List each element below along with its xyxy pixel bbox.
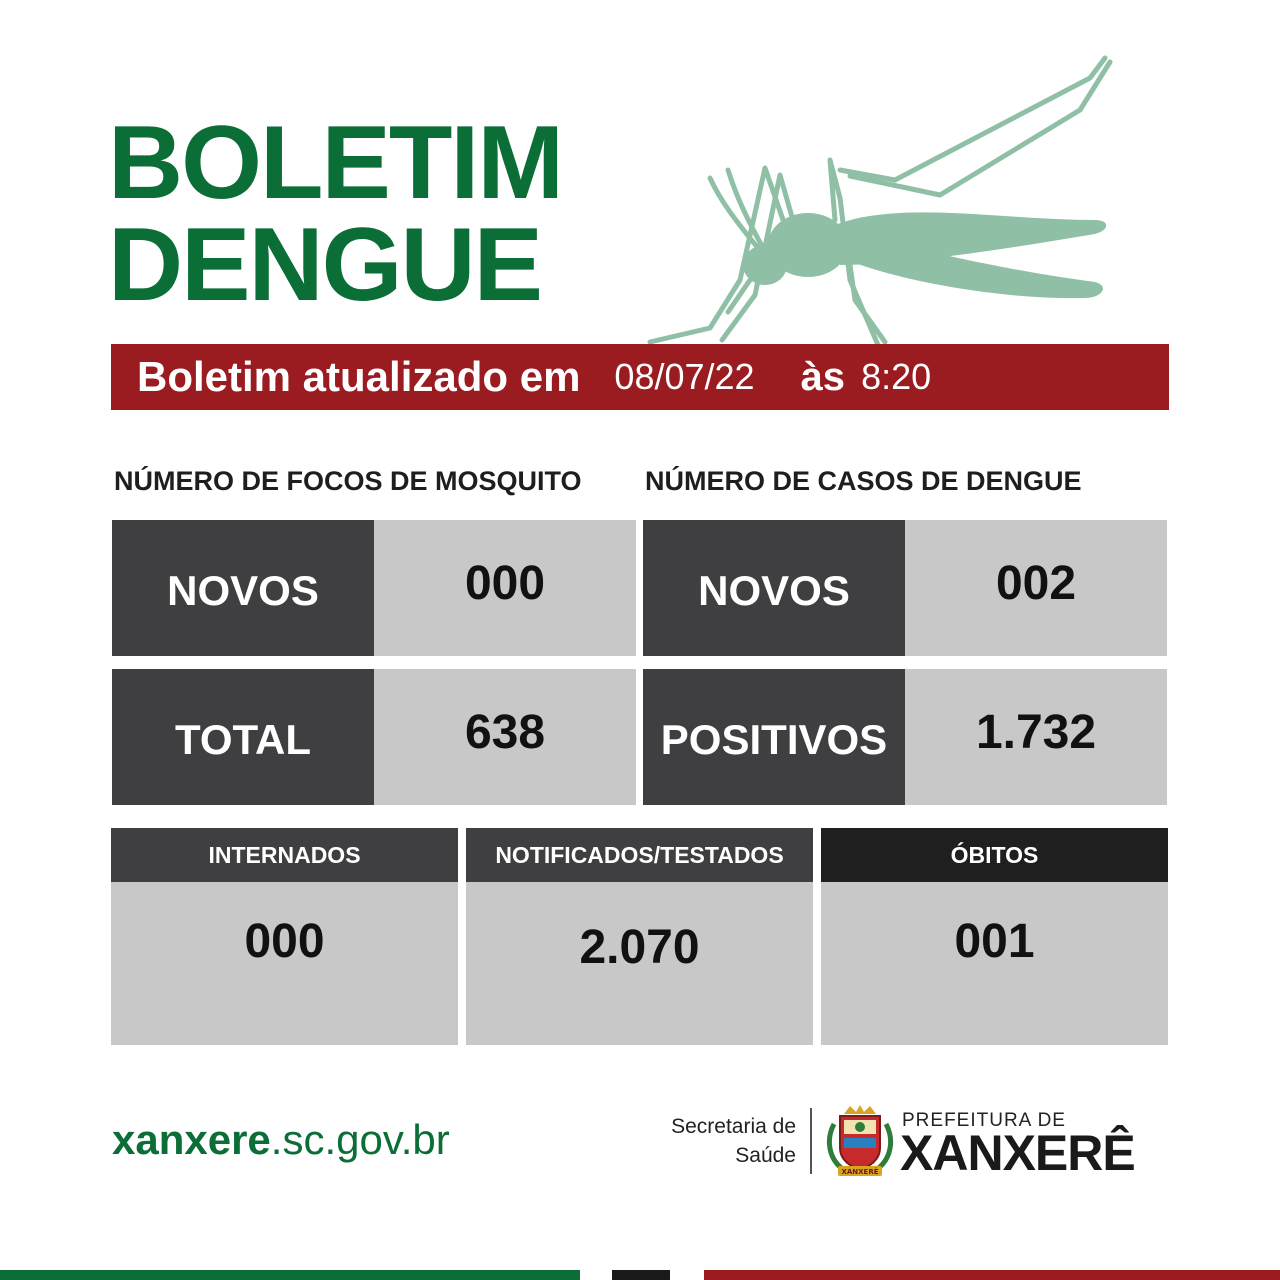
focos-total-row bbox=[112, 669, 636, 805]
prefeitura-label: PREFEITURA DE bbox=[902, 1110, 1066, 1131]
secretaria-line1: Secretaria de bbox=[671, 1115, 796, 1138]
internados-label: INTERNADOS bbox=[111, 828, 458, 882]
focos-novos-row bbox=[112, 520, 636, 656]
update-time: 8:20 bbox=[861, 356, 932, 397]
internados-box bbox=[111, 828, 458, 1045]
update-banner bbox=[111, 344, 1169, 410]
focos-novos-label: NOVOS bbox=[112, 520, 374, 656]
internados-value: 000 bbox=[244, 915, 325, 968]
casos-positivos-row bbox=[643, 669, 1167, 805]
website-domain-rest: .sc.gov.br bbox=[270, 1116, 450, 1163]
casos-section-title: NÚMERO DE CASOS DE DENGUE bbox=[645, 466, 1082, 496]
obitos-label: ÓBITOS bbox=[821, 828, 1168, 882]
title-line-dengue: DENGUE bbox=[108, 207, 541, 323]
notificados-value: 2.070 bbox=[579, 921, 700, 974]
mosquito-illustration bbox=[640, 50, 1130, 350]
focos-total-value: 638 bbox=[374, 669, 636, 805]
website-domain-bold: xanxere bbox=[112, 1116, 271, 1163]
casos-positivos-value: 1.732 bbox=[905, 669, 1167, 805]
obitos-value: 001 bbox=[954, 915, 1035, 968]
title-line-boletim: BOLETIM bbox=[108, 105, 562, 221]
update-label: Boletim atualizado em bbox=[137, 353, 581, 400]
municipal-crest-icon bbox=[824, 1104, 896, 1178]
bottom-stripe-black bbox=[612, 1270, 670, 1280]
secretaria-label bbox=[640, 1112, 796, 1170]
update-at-label: às bbox=[800, 354, 846, 399]
notificados-box bbox=[466, 828, 813, 1045]
update-date: 08/07/22 bbox=[614, 356, 755, 397]
casos-novos-value: 002 bbox=[905, 520, 1167, 656]
focos-section-title: NÚMERO DE FOCOS DE MOSQUITO bbox=[114, 466, 582, 496]
bottom-stripe-red bbox=[704, 1270, 1280, 1280]
website-link[interactable] bbox=[112, 1116, 450, 1164]
focos-total-label: TOTAL bbox=[112, 669, 374, 805]
bottom-stripe-green bbox=[0, 1270, 580, 1280]
casos-novos-label: NOVOS bbox=[643, 520, 905, 656]
focos-novos-value: 000 bbox=[374, 520, 636, 656]
prefeitura-name: XANXERÊ bbox=[900, 1125, 1135, 1181]
notificados-label: NOTIFICADOS/TESTADOS bbox=[466, 828, 813, 882]
casos-positivos-label: POSITIVOS bbox=[643, 669, 905, 805]
page-title bbox=[108, 105, 562, 323]
casos-novos-row bbox=[643, 520, 1167, 656]
footer-divider bbox=[810, 1108, 812, 1174]
obitos-box bbox=[821, 828, 1168, 1045]
crest-ribbon-text: XANXERÊ bbox=[841, 1168, 879, 1176]
secretaria-line2: Saúde bbox=[735, 1144, 796, 1167]
